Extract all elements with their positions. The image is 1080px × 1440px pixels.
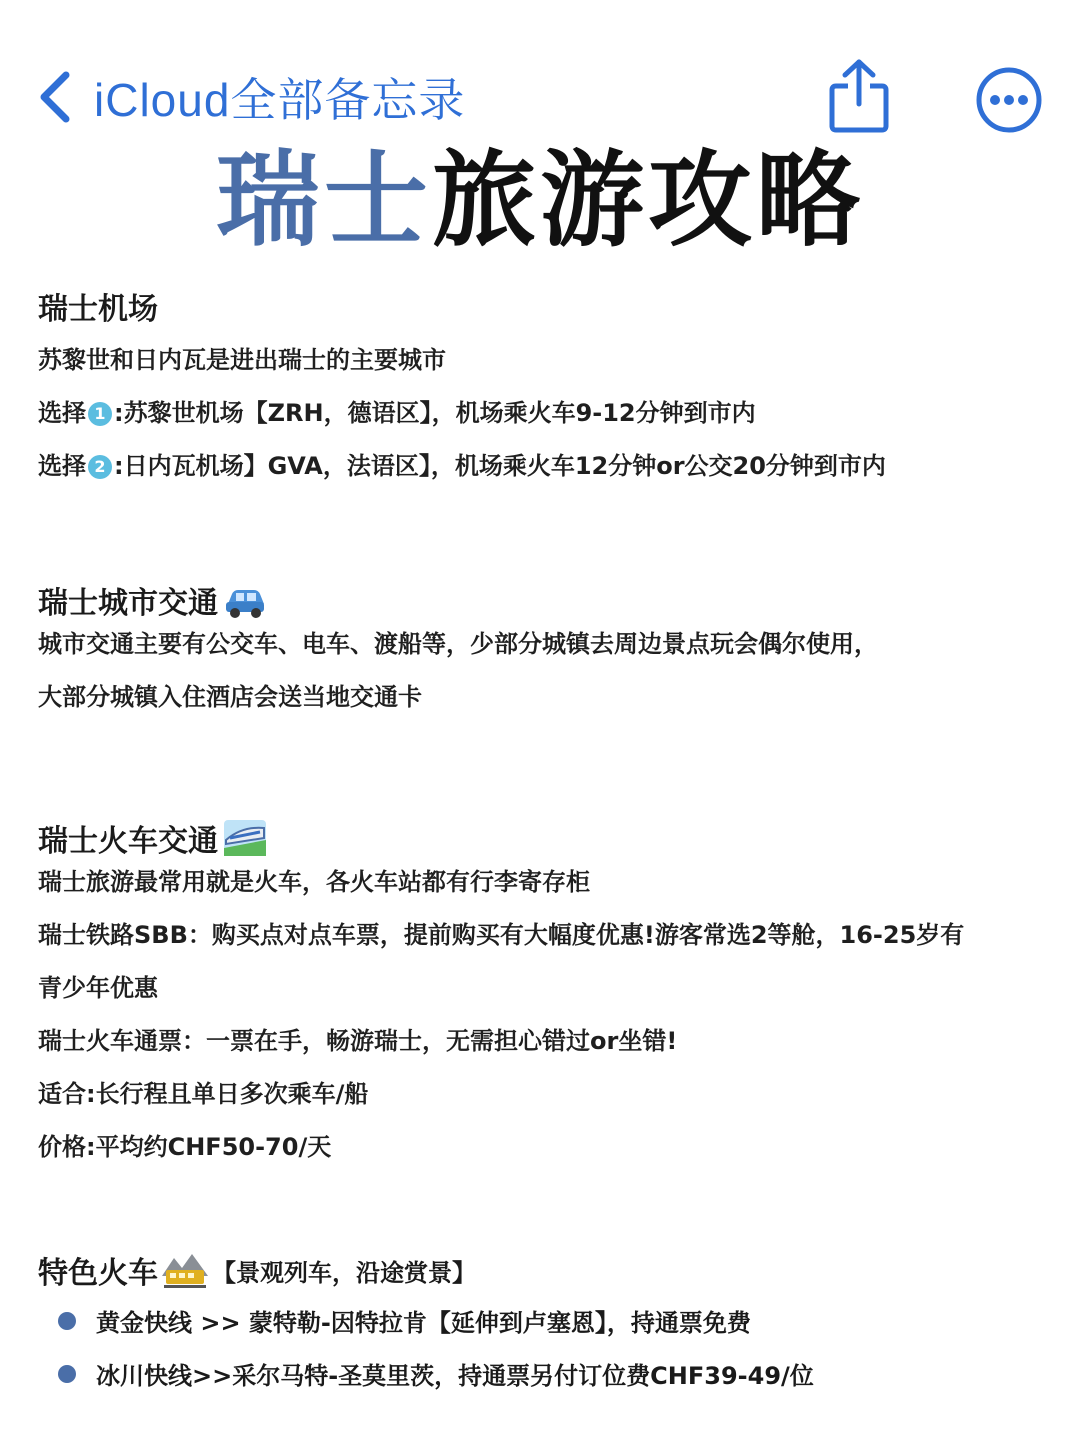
train-line-4: 瑞士火车通票：一票在手，畅游瑞士，无需担心错过or坐错! [38,1027,678,1055]
airport-heading: 瑞士机场 [38,292,158,327]
list-item [38,1294,1058,1347]
title-part-1: 瑞士 [215,139,432,261]
back-label: iCloud全部备忘录 [94,74,466,126]
option-text: :苏黎世机场【ZRH，德语区】，机场乘火车9-12分钟到市内 [114,399,756,427]
number-badge-2: 2 [88,455,112,479]
list-item-text: 冰川快线>>采尔马特-圣莫里茨，持通票另付订位费CHF39-49/位 [96,1362,814,1390]
mountain-railway-icon [162,1250,208,1290]
option-prefix: 选择 [38,399,86,427]
train-line-2: 瑞士铁路SBB：购买点对点车票，提前购买有大幅度优惠!游客常选2等舱，16-25岁有 [38,921,965,949]
chevron-left-icon [36,69,76,125]
number-badge-1: 1 [88,402,112,426]
share-icon[interactable] [826,58,892,134]
more-icon[interactable] [975,66,1043,134]
bullet-dot [58,1312,76,1330]
train-heading [38,814,1058,862]
train-line-5: 适合:长行程且单日多次乘车/船 [38,1080,369,1108]
special-note: 【景观列车，沿途赏景】 [212,1258,476,1287]
option-prefix: 选择 [38,452,86,480]
train-line-3: 青少年优惠 [38,974,158,1002]
city-heading-text: 瑞士城市交通 [38,586,218,621]
train-heading-text: 瑞士火车交通 [38,824,218,859]
list-item-text: 黄金快线 >> 蒙特勒-因特拉肯【延伸到卢塞恩】，持通票免费 [96,1309,751,1337]
city-heading [38,576,1058,624]
train-icon [222,818,268,858]
car-icon [222,580,268,620]
back-button[interactable] [36,62,465,132]
title-part-2: 旅游攻略 [432,139,865,261]
special-heading-text: 特色火车 [38,1256,158,1291]
train-line-6: 价格:平均约CHF50-70/天 [38,1133,332,1161]
city-line-2: 大部分城镇入住酒店会送当地交通卡 [38,683,422,711]
city-line-1: 城市交通主要有公交车、电车、渡船等，少部分城镇去周边景点玩会偶尔使用， [38,630,878,658]
bullet-dot [58,1365,76,1383]
page-title [0,138,1080,262]
note-content [38,282,1058,1400]
airport-option-2 [38,440,1058,493]
navigation-bar [0,0,1080,140]
special-heading [38,1246,1058,1294]
airport-line-1: 苏黎世和日内瓦是进出瑞士的主要城市 [38,346,446,374]
train-line-1: 瑞士旅游最常用就是火车，各火车站都有行李寄存柜 [38,868,590,896]
airport-option-1 [38,387,1058,440]
option-text: :日内瓦机场】GVA，法语区】，机场乘火车12分钟or公交20分钟到市内 [114,452,886,480]
list-item [38,1347,1058,1400]
